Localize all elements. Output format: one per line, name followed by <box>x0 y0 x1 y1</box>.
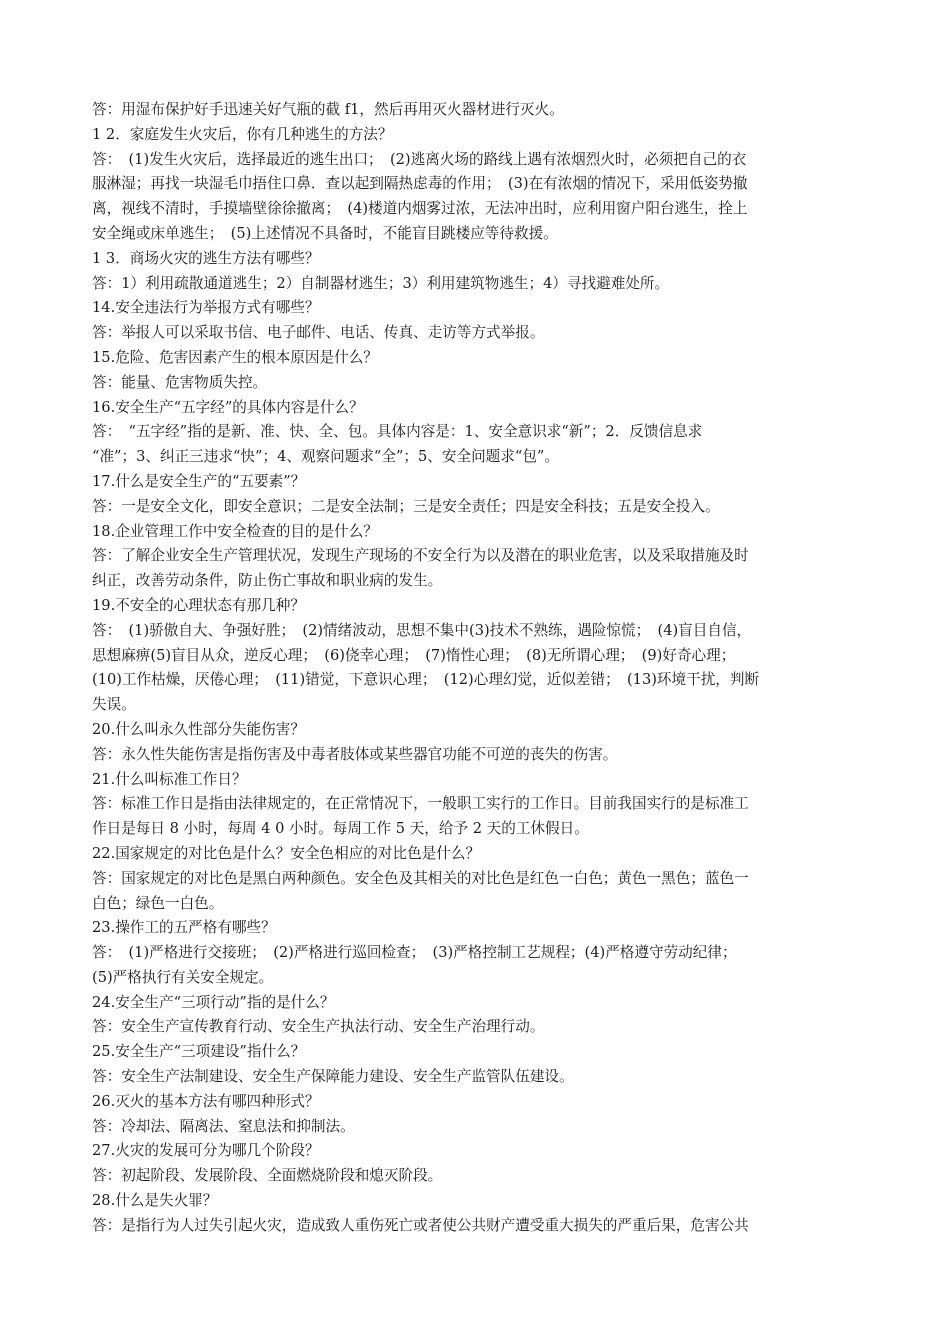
answer-text: 答： (1)发生火灾后，选择最近的逃生出口； (2)逃离火场的路线上遇有浓烟烈火时，必须把自己的衣 <box>92 150 747 168</box>
answer-text: 答： (1)严格进行交接班； (2)严格进行巡回检查； (3)严格控制工艺规程；(4)严格遵守劳动纪律； <box>92 944 737 962</box>
answer-text: 答： (1)骄傲自大、争强好胜； (2)情绪波动，思想不集中(3)技术不熟练，遇险惊慌； (4)盲目自信， <box>92 621 752 639</box>
answer-text: “准”；3、纠正三违求“快”；4、观察问题求“全”；5、安全问题求“包”。 <box>92 448 559 466</box>
document-body <box>92 98 860 1239</box>
question-heading: 19.不安全的心理状态有那几种？ <box>92 596 305 614</box>
question-heading: 26.灭火的基本方法有哪四种形式？ <box>92 1092 320 1110</box>
answer-text: 作日是每日 8 小时，每周 4 0 小时。每周工作 5 天，给予 2 天的工休假日。 <box>92 820 589 838</box>
question-heading: 18.企业管理工作中安全检查的目的是什么？ <box>92 522 378 540</box>
answer-text: 答：标准工作日是指由法律规定的，在正常情况下，一般职工实行的工作日。目前我国实行的是标准工 <box>92 795 749 813</box>
question-heading: 20.什么叫永久性部分失能伤害？ <box>92 720 305 738</box>
question-heading: 27.火灾的发展可分为哪几个阶段？ <box>92 1142 320 1160</box>
answer-text: 安全绳或床单逃生； (5)上述情况不具备时，不能盲目跳楼应等待救援。 <box>92 224 558 242</box>
answer-text: 纠正，改善劳动条件，防止伤亡事故和职业病的发生。 <box>92 572 443 590</box>
answer-text: 思想麻痹(5)盲目从众，逆反心理； (6)侥幸心理； (7)惰性心理； (8)无所谓心理； (9)好奇心理； <box>92 646 736 664</box>
answer-text: 答：是指行为人过失引起火灾，造成致人重伤死亡或者使公共财产遭受重大损失的严重后果，危害公共 <box>92 1216 749 1234</box>
answer-text: 答：举报人可以采取书信、电子邮件、电话、传真、走访等方式举报。 <box>92 324 545 342</box>
question-heading: 28.什么是失火罪？ <box>92 1192 218 1210</box>
answer-text: 答：1）利用疏散通道逃生；2）自制器材逃生；3）利用建筑物逃生；4）寻找避难处所。 <box>92 274 670 292</box>
answer-text: 失误。 <box>92 696 136 714</box>
question-heading: 24.安全生产“三项行动”指的是什么？ <box>92 993 335 1011</box>
question-heading: 22.国家规定的对比色是什么？安全色相应的对比色是什么？ <box>92 844 481 862</box>
question-heading: 15.危险、危害因素产生的根本原因是什么？ <box>92 348 378 366</box>
question-heading: 14.安全违法行为举报方式有哪些？ <box>92 299 320 317</box>
question-heading: 23.操作工的五严格有哪些？ <box>92 919 276 937</box>
answer-text: 答：冷却法、隔离法、窒息法和抑制法。 <box>92 1117 355 1135</box>
answer-text: 答：永久性失能伤害是指伤害及中毒者肢体或某些器官功能不可逆的丧失的伤害。 <box>92 745 618 763</box>
question-heading: 1 3．商场火灾的逃生方法有哪些？ <box>92 249 320 267</box>
answer-text: 答：了解企业安全生产管理状况，发现生产现场的不安全行为以及潜在的职业危害，以及采取措施及时 <box>92 547 749 565</box>
answer-text: 答： “五字经”指的是新、准、快、全、包。具体内容是：1、安全意识求“新”；2．反馈信息求 <box>92 423 703 441</box>
question-heading: 17.什么是安全生产的“五要素”？ <box>92 472 306 490</box>
answer-text: 答：用湿布保护好手迅速关好气瓶的截 f1，然后再用灭火器材进行灭火。 <box>92 101 564 118</box>
answer-text: 服淋湿；再找一块湿毛巾捂住口鼻．查以起到隔热虑毒的作用； (3)在有浓烟的情况下，采用低姿势撤 <box>92 175 748 193</box>
answer-text: 答：安全生产宣传教育行动、安全生产执法行动、安全生产治理行动。 <box>92 1018 545 1036</box>
answer-text: (10)工作枯燥，厌倦心理； (11)错觉，下意识心理； (12)心理幻觉，近似差错； (13)环境干扰，判断 <box>92 671 760 689</box>
question-heading: 25.安全生产“三项建设”指什么？ <box>92 1043 306 1061</box>
answer-text: 答：能量、危害物质失控。 <box>92 373 268 391</box>
answer-text: 答：国家规定的对比色是黑白两种颜色。安全色及其相关的对比色是红色一白色；黄色一黑色；蓝色一 <box>92 869 749 887</box>
answer-text: 答：安全生产法制建设、安全生产保障能力建设、安全生产监管队伍建设。 <box>92 1068 574 1086</box>
answer-text: (5)严格执行有关安全规定。 <box>92 968 274 986</box>
question-heading: 16.安全生产“五字经”的具体内容是什么？ <box>92 398 364 416</box>
answer-text: 答：初起阶段、发展阶段、全面燃烧阶段和熄灭阶段。 <box>92 1167 443 1185</box>
answer-text: 白色；绿色一白色。 <box>92 894 224 912</box>
answer-text: 离，视线不清时，手摸墙壁徐徐撤离； (4)楼道内烟雾过浓，无法冲出时，应利用窗户阳台逃生，拴上 <box>92 200 748 218</box>
question-heading: 21.什么叫标准工作日？ <box>92 770 247 788</box>
answer-text: 答：一是安全文化，即安全意识；二是安全法制；三是安全责任；四是安全科技；五是安全投入。 <box>92 497 720 515</box>
question-heading: 1 2．家庭发生火灾后，你有几种逃生的方法？ <box>92 125 393 143</box>
